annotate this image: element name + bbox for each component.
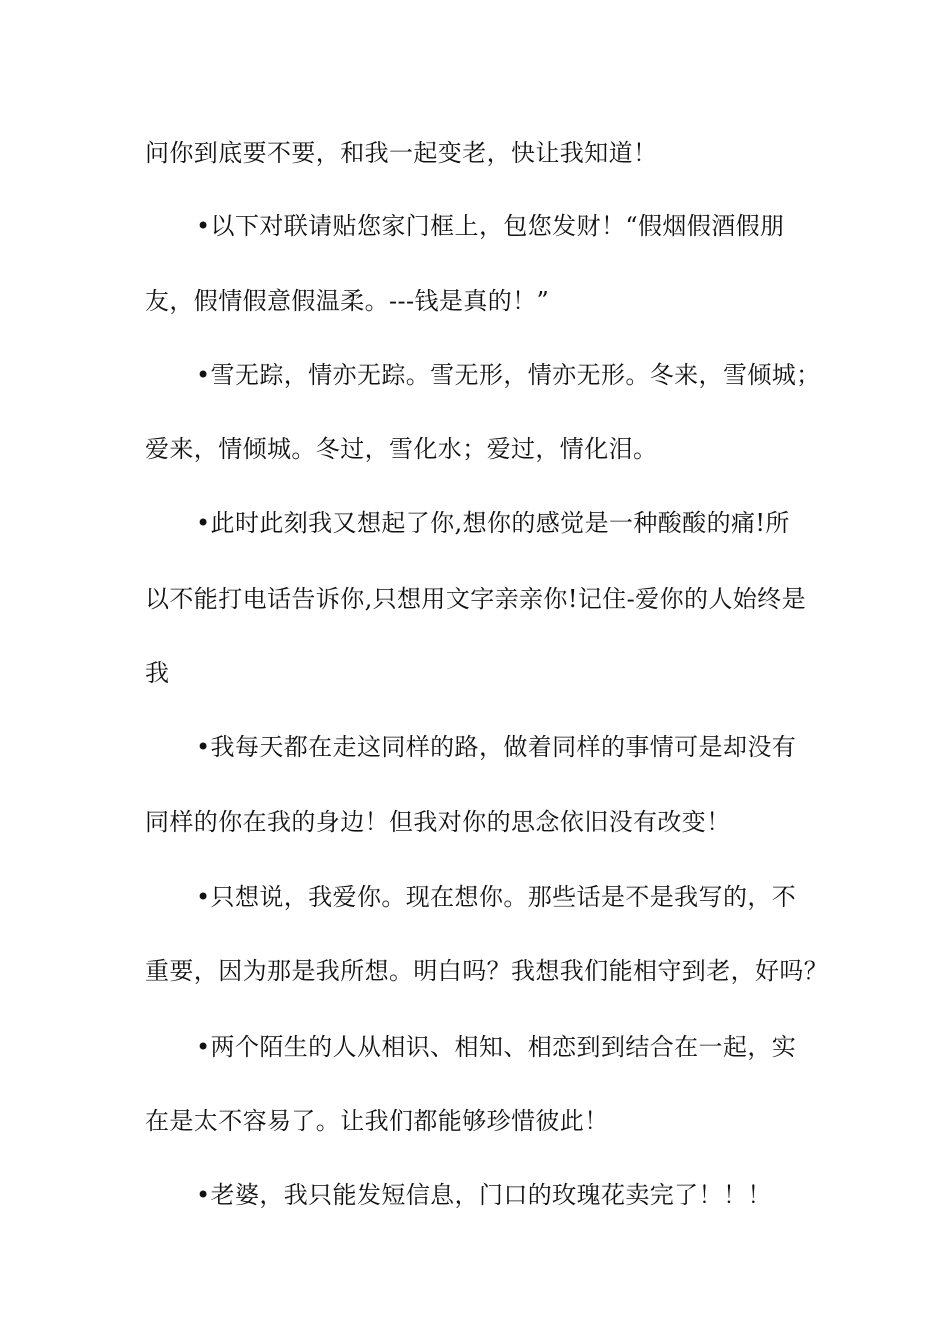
text-line: 问你到底要不要，和我一起变老，快让我知道！ [145,139,658,167]
text-line: 重要，因为那是我所想。明白吗？我想我们能相守到老，好吗？ [145,957,829,985]
text-line: •以下对联请贴您家门框上，包您发财！“假烟假酒假朋 [196,212,785,240]
text-line: 友，假情假意假温柔。---钱是真的！” [145,287,550,315]
text-line: •此时此刻我又想起了你,想你的感觉是一种酸酸的痛!所 [196,509,790,537]
text-line: •我每天都在走这同样的路，做着同样的事情可是却没有 [196,733,797,761]
text-line: 爱来，情倾城。冬过，雪化水；爱过，情化泪。 [145,435,658,463]
text-line: 在是太不容易了。让我们都能够珍惜彼此！ [145,1107,609,1135]
text-line: •老婆，我只能发短信息，门口的玫瑰花卖完了！！！ [196,1181,772,1209]
text-line: 以不能打电话告诉你,只想用文字亲亲你!记住-爱你的人始终是 [145,585,806,613]
text-line: •雪无踪，情亦无踪。雪无形，情亦无形。冬来，雪倾城； [196,361,821,389]
text-line: •两个陌生的人从相识、相知、相恋到到结合在一起，实 [196,1033,797,1061]
text-line: 同样的你在我的身边！但我对你的思念依旧没有改变！ [145,808,731,836]
text-line: 我 [145,659,170,687]
text-line: •只想说，我爱你。现在想你。那些话是不是我写的，不 [196,883,797,911]
